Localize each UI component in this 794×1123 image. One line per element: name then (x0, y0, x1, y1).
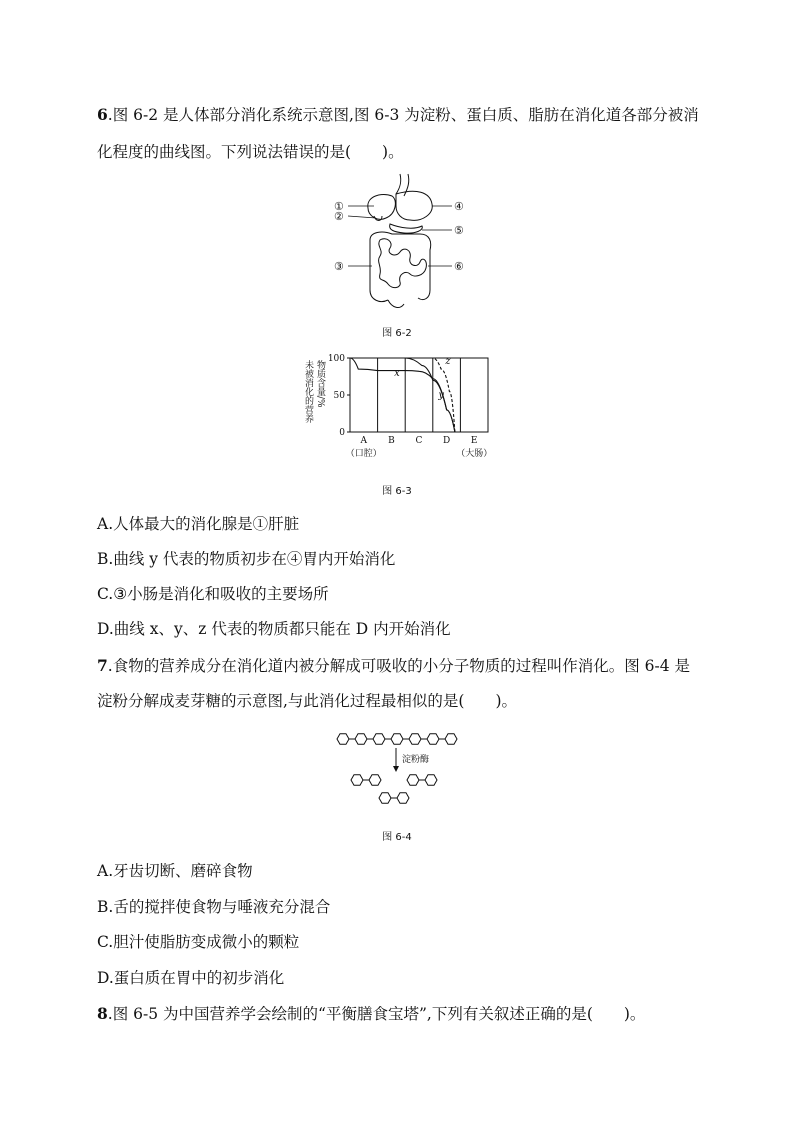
q6-text1: .图 6-2 是人体部分消化系统示意图,图 6-3 为淀粉、蛋白质、脂肪在消化道各部分被消 (107, 106, 699, 124)
label-1: ① (334, 200, 344, 213)
q7-number: 7 (97, 656, 108, 675)
starch-glucose-unit (445, 734, 457, 744)
maltose-unit (407, 775, 419, 785)
q7-option-d[interactable]: D.蛋白质在胃中的初步消化 (97, 969, 285, 987)
starch-glucose-unit (337, 734, 349, 744)
y-tick-label: 100 (327, 354, 345, 364)
starch-glucose-unit (391, 734, 403, 744)
region-label-C: C (415, 436, 423, 446)
q7-text1: .食物的营养成分在消化道内被分解成可吸收的小分子物质的过程叫作消化。图 6-4 是 (107, 657, 691, 675)
region-label-B: B (388, 436, 395, 446)
region-label-E: E (470, 436, 478, 446)
enzyme-label: 淀粉酶 (402, 755, 430, 765)
chart-frame (350, 355, 488, 432)
label-3: ③ (334, 260, 344, 273)
maltose-unit (351, 775, 363, 785)
q8-line1 (97, 1004, 645, 1024)
label-4: ④ (454, 200, 464, 213)
q7-option-c[interactable]: C.胆汁使脂肪变成微小的颗粒 (97, 933, 300, 951)
fig-6-2-caption: 图 6-2 (382, 328, 412, 339)
starch-glucose-unit (409, 734, 421, 744)
y-tick-label: 0 (339, 428, 345, 438)
maltose-unit (397, 793, 409, 803)
q6-line2: 化程度的曲线图。下列说法错误的是( )。 (97, 143, 404, 161)
chart-ylabel-part1: 未被消化的营养 (303, 360, 313, 423)
chart-ylabel-part2: 物质含量/% (315, 360, 325, 408)
q8-text1: .图 6-5 为中国营养学会绘制的“平衡膳食宝塔”,下列有关叙述正确的是( )。 (107, 1005, 646, 1023)
digestion-curve-chart (300, 350, 510, 465)
q6-option-a[interactable]: A.人体最大的消化腺是①肝脏 (97, 515, 300, 533)
q6-option-c[interactable]: C.③小肠是消化和吸收的主要场所 (97, 585, 329, 603)
label-5: ⑤ (454, 224, 464, 237)
region-label-D: D (442, 436, 451, 446)
q7-option-b[interactable]: B.舌的搅拌使食物与唾液充分混合 (97, 898, 331, 916)
digestive-system-diagram (330, 170, 470, 320)
q7-line1 (97, 656, 690, 676)
q6-number: 6 (97, 105, 108, 124)
q7-line2: 淀粉分解成麦芽糖的示意图,与此消化过程最相似的是( )。 (97, 692, 518, 710)
starch-glucose-unit (355, 734, 367, 744)
q6-option-d[interactable]: D.曲线 x、y、z 代表的物质都只能在 D 内开始消化 (97, 620, 451, 638)
curve-label-x: x (394, 367, 400, 379)
fig-6-4-caption: 图 6-4 (382, 832, 412, 843)
region-note-E: （大肠） (456, 449, 493, 459)
region-note-A: （口腔） (345, 449, 382, 459)
maltose-unit (379, 793, 391, 803)
q8-number: 8 (97, 1004, 108, 1023)
fig-6-3-caption: 图 6-3 (382, 486, 412, 497)
label-2: ② (334, 210, 344, 223)
region-label-A: A (360, 436, 368, 446)
curve-label-z: z (445, 355, 451, 367)
label-6: ⑥ (454, 260, 464, 273)
q6-line1 (97, 105, 699, 125)
curve-label-y: y (438, 389, 444, 401)
starch-glucose-unit (373, 734, 385, 744)
q6-option-b[interactable]: B.曲线 y 代表的物质初步在④胃内开始消化 (97, 550, 396, 568)
y-tick-label: 50 (333, 391, 345, 401)
maltose-unit (369, 775, 381, 785)
maltose-unit (425, 775, 437, 785)
starch-maltose-diagram (330, 728, 470, 810)
starch-glucose-unit (427, 734, 439, 744)
q7-option-a[interactable]: A.牙齿切断、磨碎食物 (97, 862, 253, 880)
